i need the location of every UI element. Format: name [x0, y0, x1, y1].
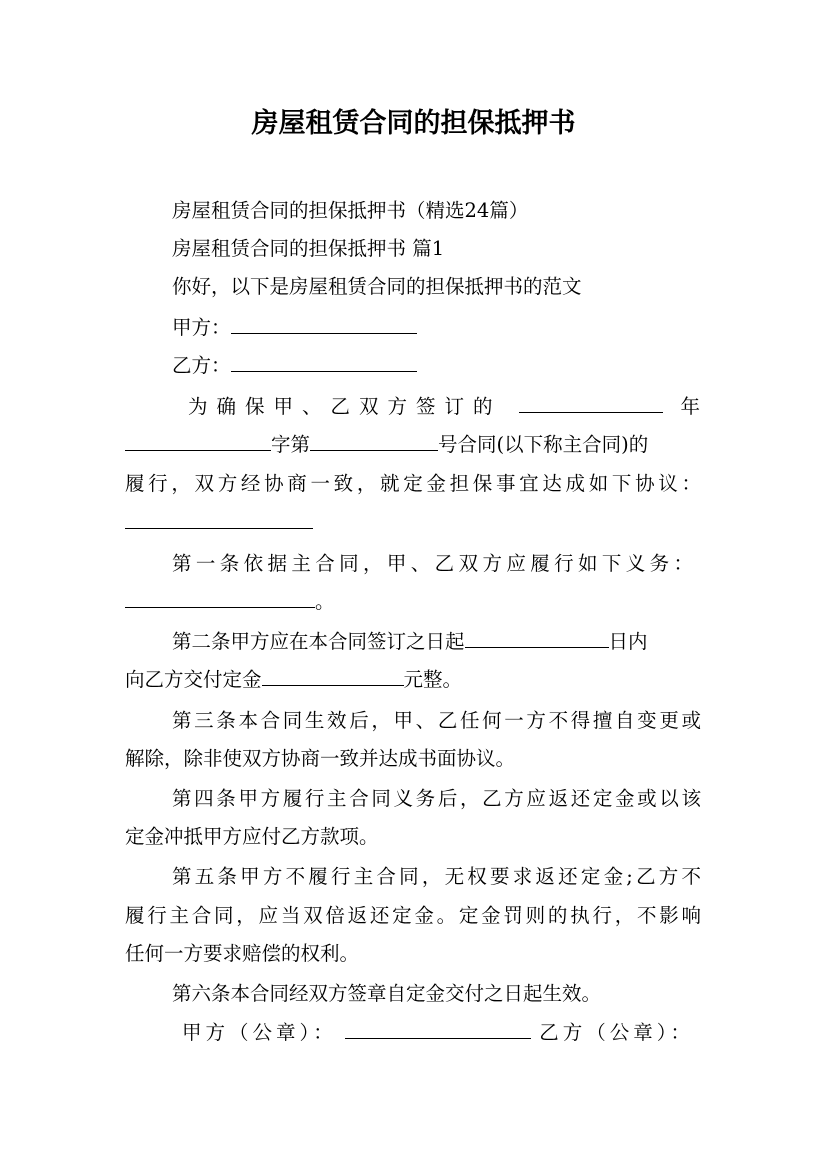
signature-party-b: 乙方（公章）：	[539, 1021, 694, 1044]
party-b-label: 乙方：	[172, 354, 231, 377]
preamble-text-zi: 字第	[271, 433, 311, 456]
preamble-text-contract: 号合同(以下称主合同)的	[438, 433, 649, 456]
preamble-line-3: 履行，双方经协商一致，就定金担保事宜达成如下协议：	[125, 472, 701, 495]
article-3-line-2: 解除，除非使双方协商一致并达成书面协议。	[125, 747, 516, 770]
preamble-end-line	[125, 508, 313, 538]
article-1-end: 。	[315, 590, 335, 613]
article-2-line-2	[125, 665, 462, 695]
preamble-end-blank	[125, 509, 313, 529]
article-6-line-1: 第六条本合同经双方签章自定金交付之日起生效。	[172, 982, 602, 1005]
article-1-line-1: 第一条依据主合同，甲、乙双方应履行如下义务：	[172, 552, 693, 575]
article-2-line-1	[172, 627, 701, 657]
article-2-text-4: 元整。	[403, 668, 463, 691]
article-2-text-3: 向乙方交付定金	[125, 668, 262, 691]
article-1-blank	[125, 588, 315, 608]
article-5-line-3: 任何一方要求赔偿的权利。	[125, 942, 360, 965]
article-1-line-2	[125, 587, 335, 617]
article-2-text-2: 日内	[608, 630, 648, 653]
signature-party-a: 甲方（公章）：	[182, 1021, 337, 1044]
preamble-line-1	[188, 392, 700, 422]
article-5-line-1: 第五条甲方不履行主合同，无权要求返还定金;乙方不	[172, 865, 701, 888]
preamble-year-blank	[519, 393, 663, 413]
party-a-label: 甲方：	[172, 316, 231, 339]
document-title: 房屋租赁合同的担保抵押书	[251, 108, 576, 139]
signature-party-a-blank	[345, 1019, 531, 1039]
preamble-text-1: 为确保甲、乙双方签订的	[188, 395, 502, 418]
signature-line	[182, 1018, 694, 1048]
party-a-blank	[231, 314, 417, 334]
article-2-text-1: 第二条甲方应在本合同签订之日起	[172, 630, 465, 653]
article-5-line-2: 履行主合同，应当双倍返还定金。定金罚则的执行，不影响	[125, 904, 701, 927]
intro-paragraph: 你好，以下是房屋租赁合同的担保抵押书的范文	[172, 275, 582, 298]
party-a-line	[172, 313, 417, 343]
article-2-days-blank	[465, 628, 609, 648]
article-4-line-2: 定金冲抵甲方应付乙方款项。	[125, 825, 379, 848]
preamble-number-blank	[310, 431, 438, 451]
article-4-line-1: 第四条甲方履行主合同义务后，乙方应返还定金或以该	[172, 787, 701, 810]
party-b-line	[172, 351, 417, 381]
section-heading: 房屋租赁合同的担保抵押书 篇1	[172, 237, 445, 260]
preamble-line-2	[125, 430, 701, 460]
party-b-blank	[231, 352, 417, 372]
article-3-line-1: 第三条本合同生效后，甲、乙任何一方不得擅自变更或	[172, 709, 701, 732]
article-2-amount-blank	[262, 666, 404, 686]
preamble-text-year: 年	[680, 395, 700, 418]
preamble-char-blank	[125, 431, 271, 451]
document-subtitle: 房屋租赁合同的担保抵押书（精选24篇）	[172, 199, 529, 222]
